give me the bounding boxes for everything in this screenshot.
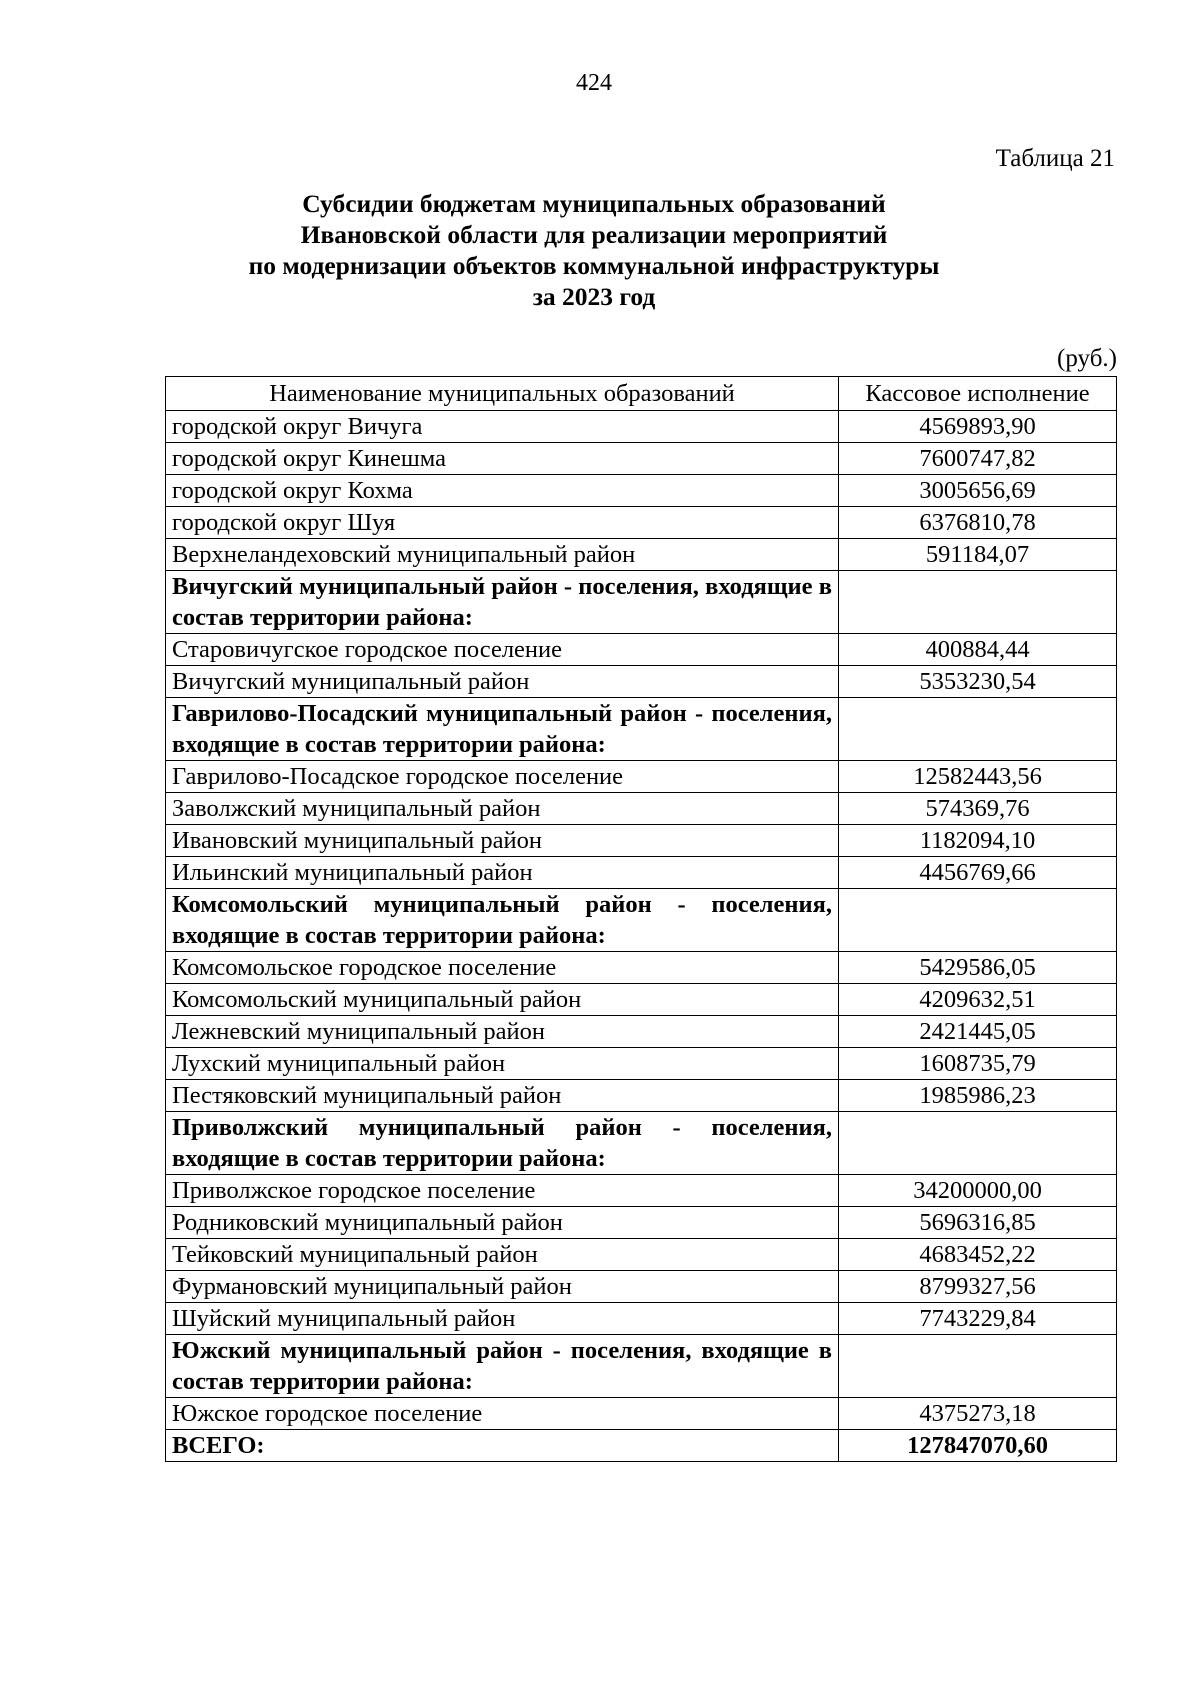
cash-execution-cell: 591184,07 [839, 539, 1117, 571]
table-row [166, 1239, 1117, 1271]
table-row [166, 507, 1117, 539]
municipality-name-cell: Лежневский муниципальный район [166, 1016, 839, 1048]
title-line: за 2023 год [532, 282, 656, 311]
cash-execution-cell: 7743229,84 [839, 1303, 1117, 1335]
municipality-name-cell: Тейковский муниципальный район [166, 1239, 839, 1271]
cash-execution-cell: 7600747,82 [839, 443, 1117, 475]
header-name-cell: Наименование муниципальных образований [166, 377, 839, 411]
table-group-row [166, 571, 1117, 634]
municipality-name-cell: Вичугский муниципальный район - поселения, входящие в состав территории района: [166, 571, 839, 634]
table-row [166, 1398, 1117, 1430]
total-value-cell: 127847070,60 [839, 1430, 1117, 1462]
municipality-name-cell: Ивановский муниципальный район [166, 825, 839, 857]
municipality-name-cell: городской округ Шуя [166, 507, 839, 539]
municipality-name-cell: Гаврилово-Посадский муниципальный район - поселения, входящие в состав территории района: [166, 698, 839, 761]
municipality-name-cell: Родниковский муниципальный район [166, 1207, 839, 1239]
table-group-row [166, 1112, 1117, 1175]
table-group-row [166, 1335, 1117, 1398]
municipality-name-cell: Заволжский муниципальный район [166, 793, 839, 825]
cash-execution-cell: 574369,76 [839, 793, 1117, 825]
municipality-name-cell: Южское городское поселение [166, 1398, 839, 1430]
municipality-name-cell: Фурмановский муниципальный район [166, 1271, 839, 1303]
municipality-name-cell: Шуйский муниципальный район [166, 1303, 839, 1335]
cash-execution-cell [839, 698, 1117, 761]
cash-execution-cell [839, 1112, 1117, 1175]
total-label-cell: ВСЕГО: [166, 1430, 839, 1462]
table-row [166, 1207, 1117, 1239]
cash-execution-cell: 6376810,78 [839, 507, 1117, 539]
cash-execution-cell: 4456769,66 [839, 857, 1117, 889]
cash-execution-cell: 5429586,05 [839, 952, 1117, 984]
table-row [166, 411, 1117, 443]
municipality-name-cell: Старовичугское городское поселение [166, 634, 839, 666]
municipality-name-cell: Вичугский муниципальный район [166, 666, 839, 698]
cash-execution-cell [839, 571, 1117, 634]
cash-execution-cell: 1608735,79 [839, 1048, 1117, 1080]
table-total-row [166, 1430, 1117, 1462]
cash-execution-cell: 5696316,85 [839, 1207, 1117, 1239]
cash-execution-cell [839, 1335, 1117, 1398]
table-row [166, 761, 1117, 793]
table-row [166, 443, 1117, 475]
cash-execution-cell: 400884,44 [839, 634, 1117, 666]
cash-execution-cell: 1985986,23 [839, 1080, 1117, 1112]
table-header-row [166, 377, 1117, 411]
table-row [166, 475, 1117, 507]
title-line: Субсидии бюджетам муниципальных образований [302, 189, 886, 218]
cash-execution-cell: 4209632,51 [839, 984, 1117, 1016]
municipality-name-cell: городской округ Кохма [166, 475, 839, 507]
municipality-name-cell: Верхнеландеховский муниципальный район [166, 539, 839, 571]
table-row [166, 1271, 1117, 1303]
municipality-name-cell: городской округ Вичуга [166, 411, 839, 443]
municipality-name-cell: Южский муниципальный район - поселения, входящие в состав территории района: [166, 1335, 839, 1398]
title-line: Ивановской области для реализации мероприятий [300, 220, 888, 249]
cash-execution-cell: 3005656,69 [839, 475, 1117, 507]
table-row [166, 984, 1117, 1016]
table-row [166, 825, 1117, 857]
table-row [166, 539, 1117, 571]
table-row [166, 1303, 1117, 1335]
cash-execution-cell: 34200000,00 [839, 1175, 1117, 1207]
municipality-name-cell: Гаврилово-Посадское городское поселение [166, 761, 839, 793]
table-row [166, 1175, 1117, 1207]
cash-execution-cell [839, 889, 1117, 952]
cash-execution-cell: 2421445,05 [839, 1016, 1117, 1048]
document-title [0, 188, 1188, 312]
municipality-name-cell: Приволжский муниципальный район - поселения, входящие в состав территории района: [166, 1112, 839, 1175]
header-value-cell: Кассовое исполнение [839, 377, 1117, 411]
table-row [166, 1016, 1117, 1048]
table-row [166, 952, 1117, 984]
subsidies-table [165, 376, 1117, 1462]
municipality-name-cell: Комсомольский муниципальный район - поселения, входящие в состав территории района: [166, 889, 839, 952]
cash-execution-cell: 1182094,10 [839, 825, 1117, 857]
table-row [166, 1080, 1117, 1112]
municipality-name-cell: Комсомольский муниципальный район [166, 984, 839, 1016]
table-group-row [166, 889, 1117, 952]
cash-execution-cell: 8799327,56 [839, 1271, 1117, 1303]
municipality-name-cell: городской округ Кинешма [166, 443, 839, 475]
table-number: Таблица 21 [995, 145, 1115, 172]
cash-execution-cell: 4375273,18 [839, 1398, 1117, 1430]
cash-execution-cell: 12582443,56 [839, 761, 1117, 793]
cash-execution-cell: 4683452,22 [839, 1239, 1117, 1271]
table-row [166, 666, 1117, 698]
units-label: (руб.) [1057, 345, 1117, 372]
table-row [166, 857, 1117, 889]
table-row [166, 1048, 1117, 1080]
title-line: по модернизации объектов коммунальной инфраструктуры [248, 251, 940, 280]
municipality-name-cell: Приволжское городское поселение [166, 1175, 839, 1207]
page-number: 424 [576, 70, 612, 96]
municipality-name-cell: Пестяковский муниципальный район [166, 1080, 839, 1112]
cash-execution-cell: 5353230,54 [839, 666, 1117, 698]
municipality-name-cell: Комсомольское городское поселение [166, 952, 839, 984]
table-group-row [166, 698, 1117, 761]
municipality-name-cell: Ильинский муниципальный район [166, 857, 839, 889]
cash-execution-cell: 4569893,90 [839, 411, 1117, 443]
table-row [166, 793, 1117, 825]
table-row [166, 634, 1117, 666]
municipality-name-cell: Лухский муниципальный район [166, 1048, 839, 1080]
